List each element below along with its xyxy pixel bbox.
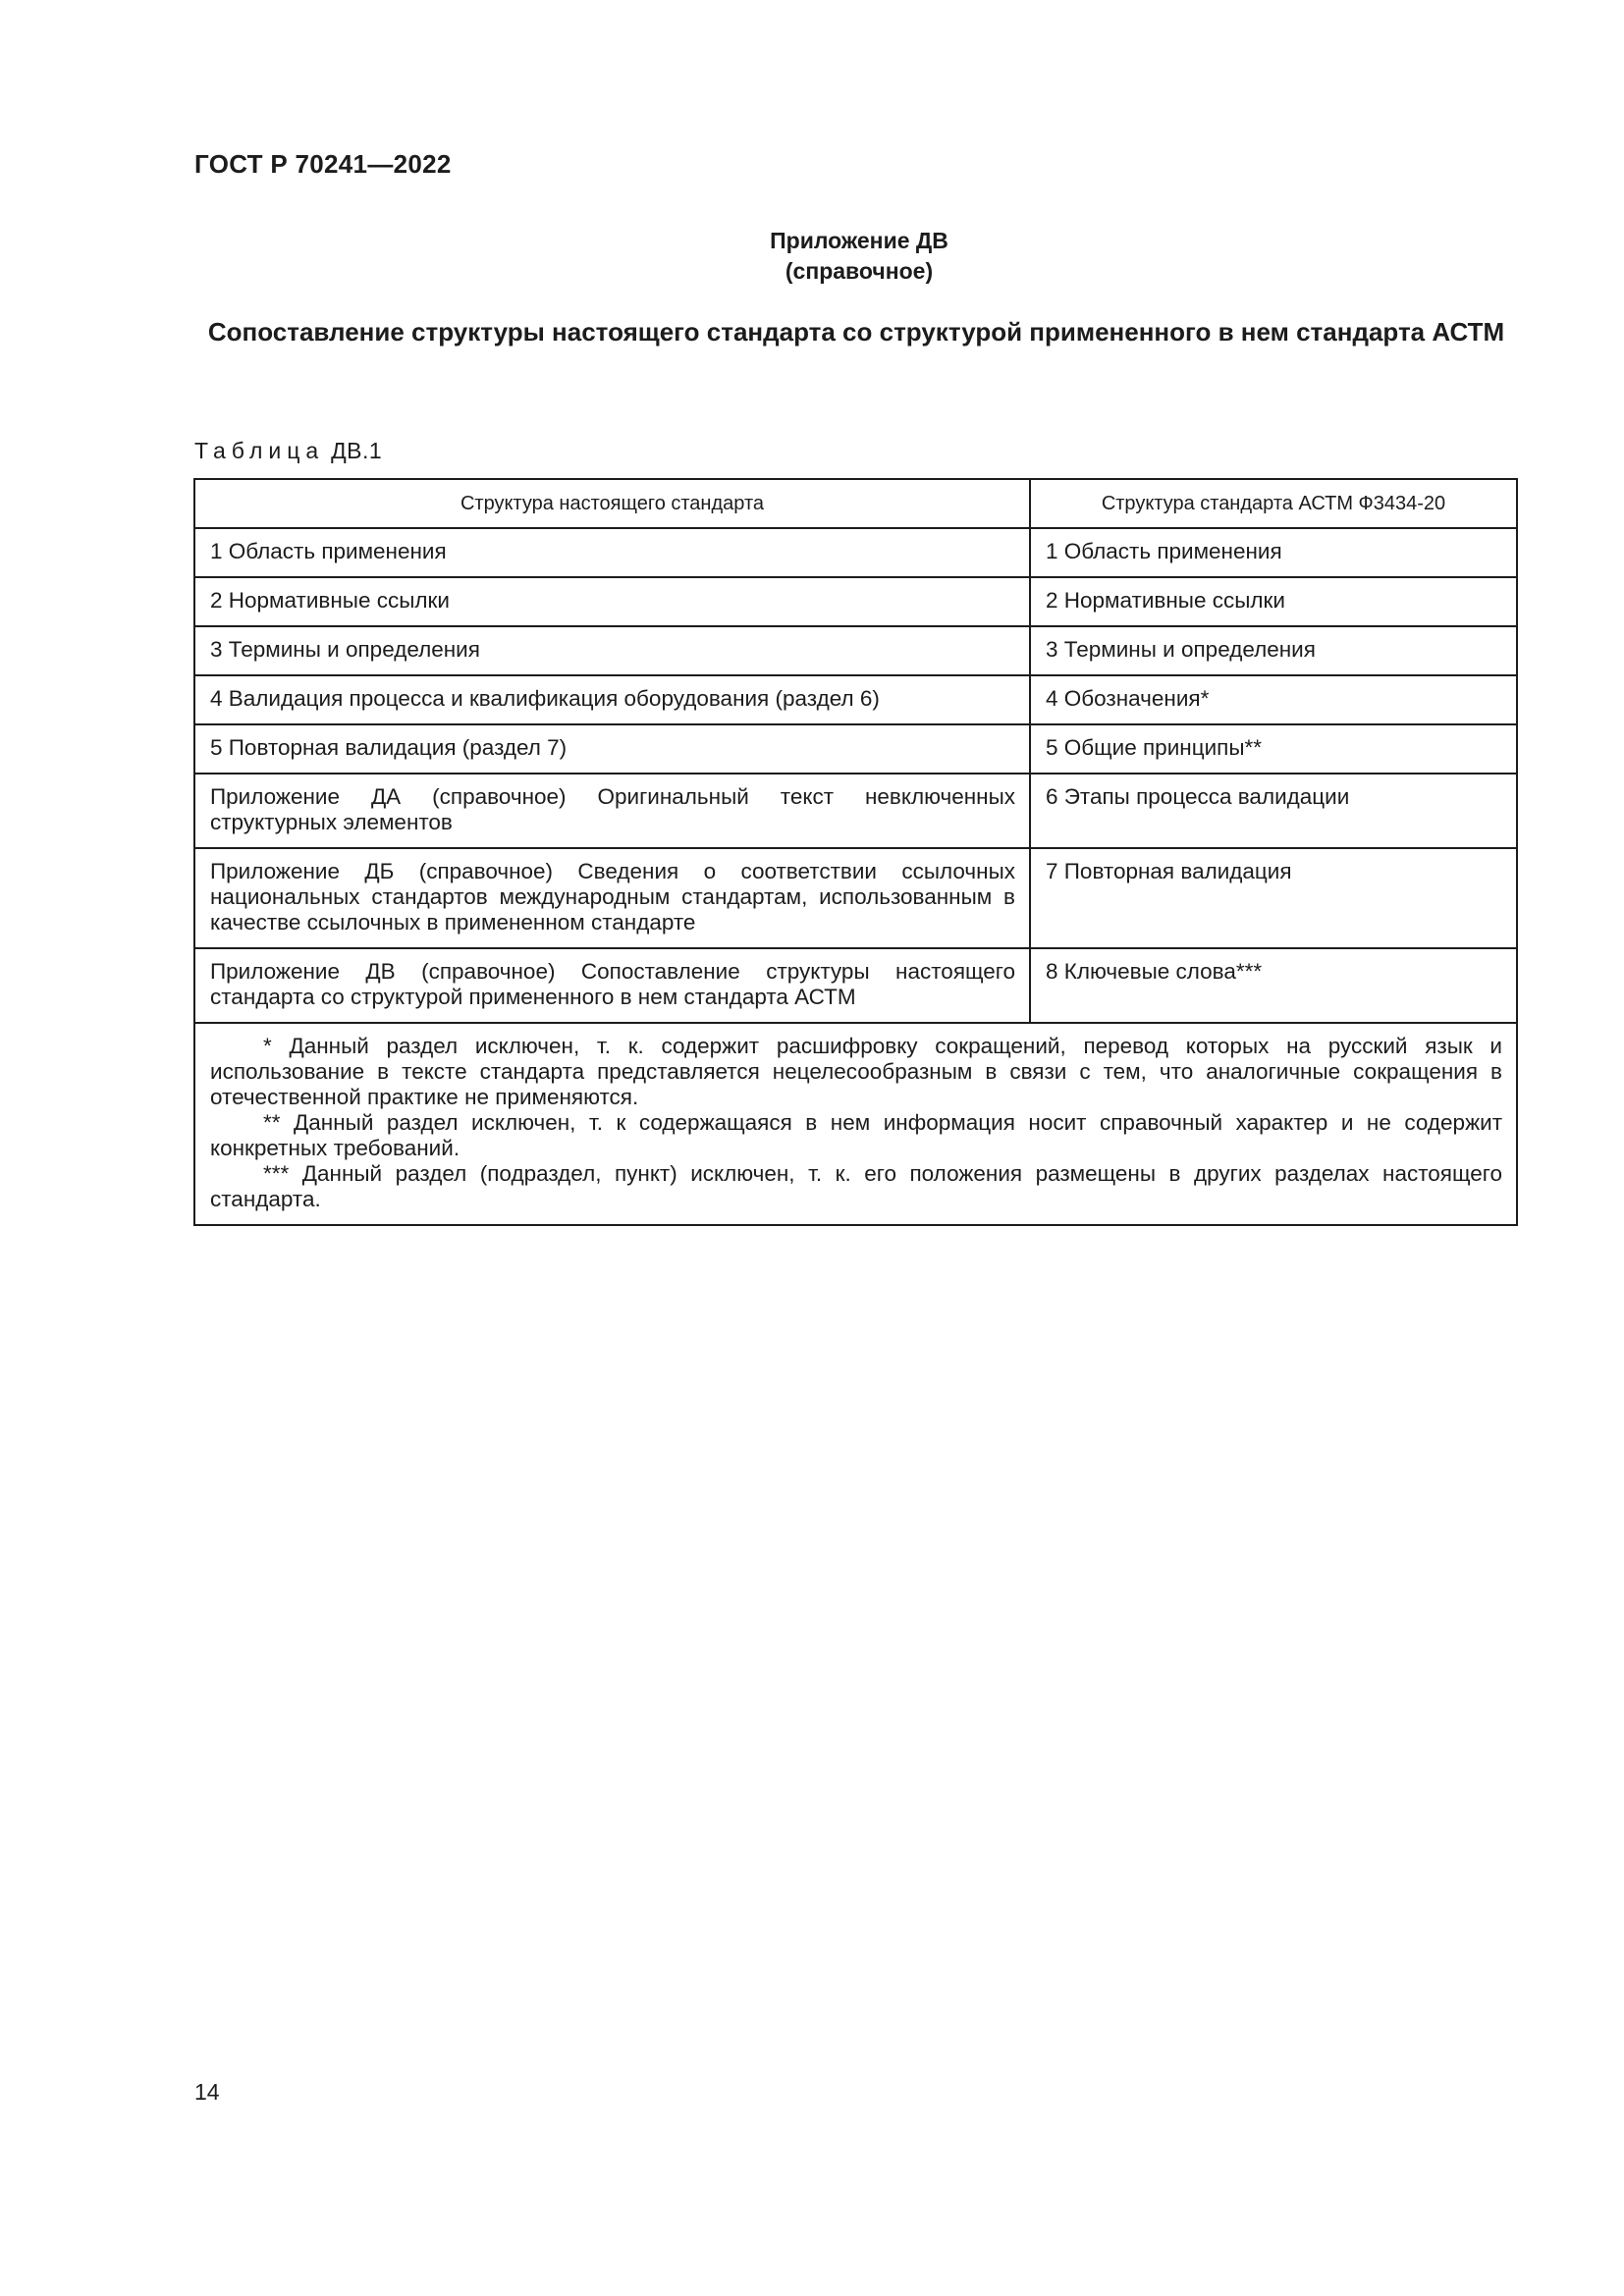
table-cell: 7 Повторная валидация: [1030, 848, 1517, 948]
table-cell: Приложение ДА (справочное) Оригинальный текст невключенных структурных элементов: [194, 774, 1030, 848]
annex-type: (справочное): [785, 258, 934, 284]
table-row: [194, 724, 1517, 774]
table-cell: 2 Нормативные ссылки: [194, 577, 1030, 626]
table-note: ** Данный раздел исключен, т. к содержащаяся в нем информация носит справочный характер и не содержит конкретных требований.: [210, 1110, 1502, 1160]
table-cell: Приложение ДВ (справочное) Сопоставление структуры настоящего стандарта со структурой примененного в нем стандарта АСТМ: [194, 948, 1030, 1023]
table-row: [194, 675, 1517, 724]
table-note: *** Данный раздел (подраздел, пункт) исключен, т. к. его положения размещены в других разделах настоящего стандарта.: [210, 1161, 1502, 1211]
table-cell: 6 Этапы процесса валидации: [1030, 774, 1517, 848]
table-cell: 1 Область применения: [194, 528, 1030, 577]
table-cell: 5 Общие принципы**: [1030, 724, 1517, 774]
annex-title: Сопоставление структуры настоящего стандарта со структурой примененного в нем стандарта АСТМ: [207, 317, 1505, 347]
table-cell: 3 Термины и определения: [1030, 626, 1517, 675]
table-row: [194, 528, 1517, 577]
table-cell: 8 Ключевые слова***: [1030, 948, 1517, 1023]
table-cell: 5 Повторная валидация (раздел 7): [194, 724, 1030, 774]
table-notes: [194, 1023, 1517, 1225]
table-cell: 2 Нормативные ссылки: [1030, 577, 1517, 626]
table-row: [194, 626, 1517, 675]
table-note: * Данный раздел исключен, т. к. содержит расшифровку сокращений, перевод которых на русский язык и использование в тексте стандарта представляется нецелесообразным в связи с тем, что аналогичные сокращения в отечественной практике не применяются.: [210, 1034, 1502, 1109]
table-cell: 4 Обозначения*: [1030, 675, 1517, 724]
annex-label: Приложение ДВ: [770, 228, 948, 253]
table-row: [194, 774, 1517, 848]
table-header-cell: Структура настоящего стандарта: [194, 479, 1030, 528]
page-number: 14: [194, 2079, 220, 2105]
table-cell: 1 Область применения: [1030, 528, 1517, 577]
document-code: ГОСТ Р 70241—2022: [194, 149, 452, 179]
table-notes-row: [194, 1023, 1517, 1225]
table-cell: Приложение ДБ (справочное) Сведения о соответствии ссылочных национальных стандартов международным стандартам, использованным в качестве ссылочных в примененном стандарте: [194, 848, 1030, 948]
table-header-row: [194, 479, 1517, 528]
table-header-cell: Структура стандарта АСТМ Ф3434-20: [1030, 479, 1517, 528]
table-row: [194, 577, 1517, 626]
annex-heading: [0, 226, 1624, 287]
table-cell: 4 Валидация процесса и квалификация оборудования (раздел 6): [194, 675, 1030, 724]
structure-comparison-table: [193, 478, 1518, 1226]
table-row: [194, 948, 1517, 1023]
table-label-word: Таблица: [194, 438, 325, 463]
table-label: [194, 438, 382, 464]
table-cell: 3 Термины и определения: [194, 626, 1030, 675]
table-label-number: ДВ.1: [331, 438, 383, 463]
table-row: [194, 848, 1517, 948]
